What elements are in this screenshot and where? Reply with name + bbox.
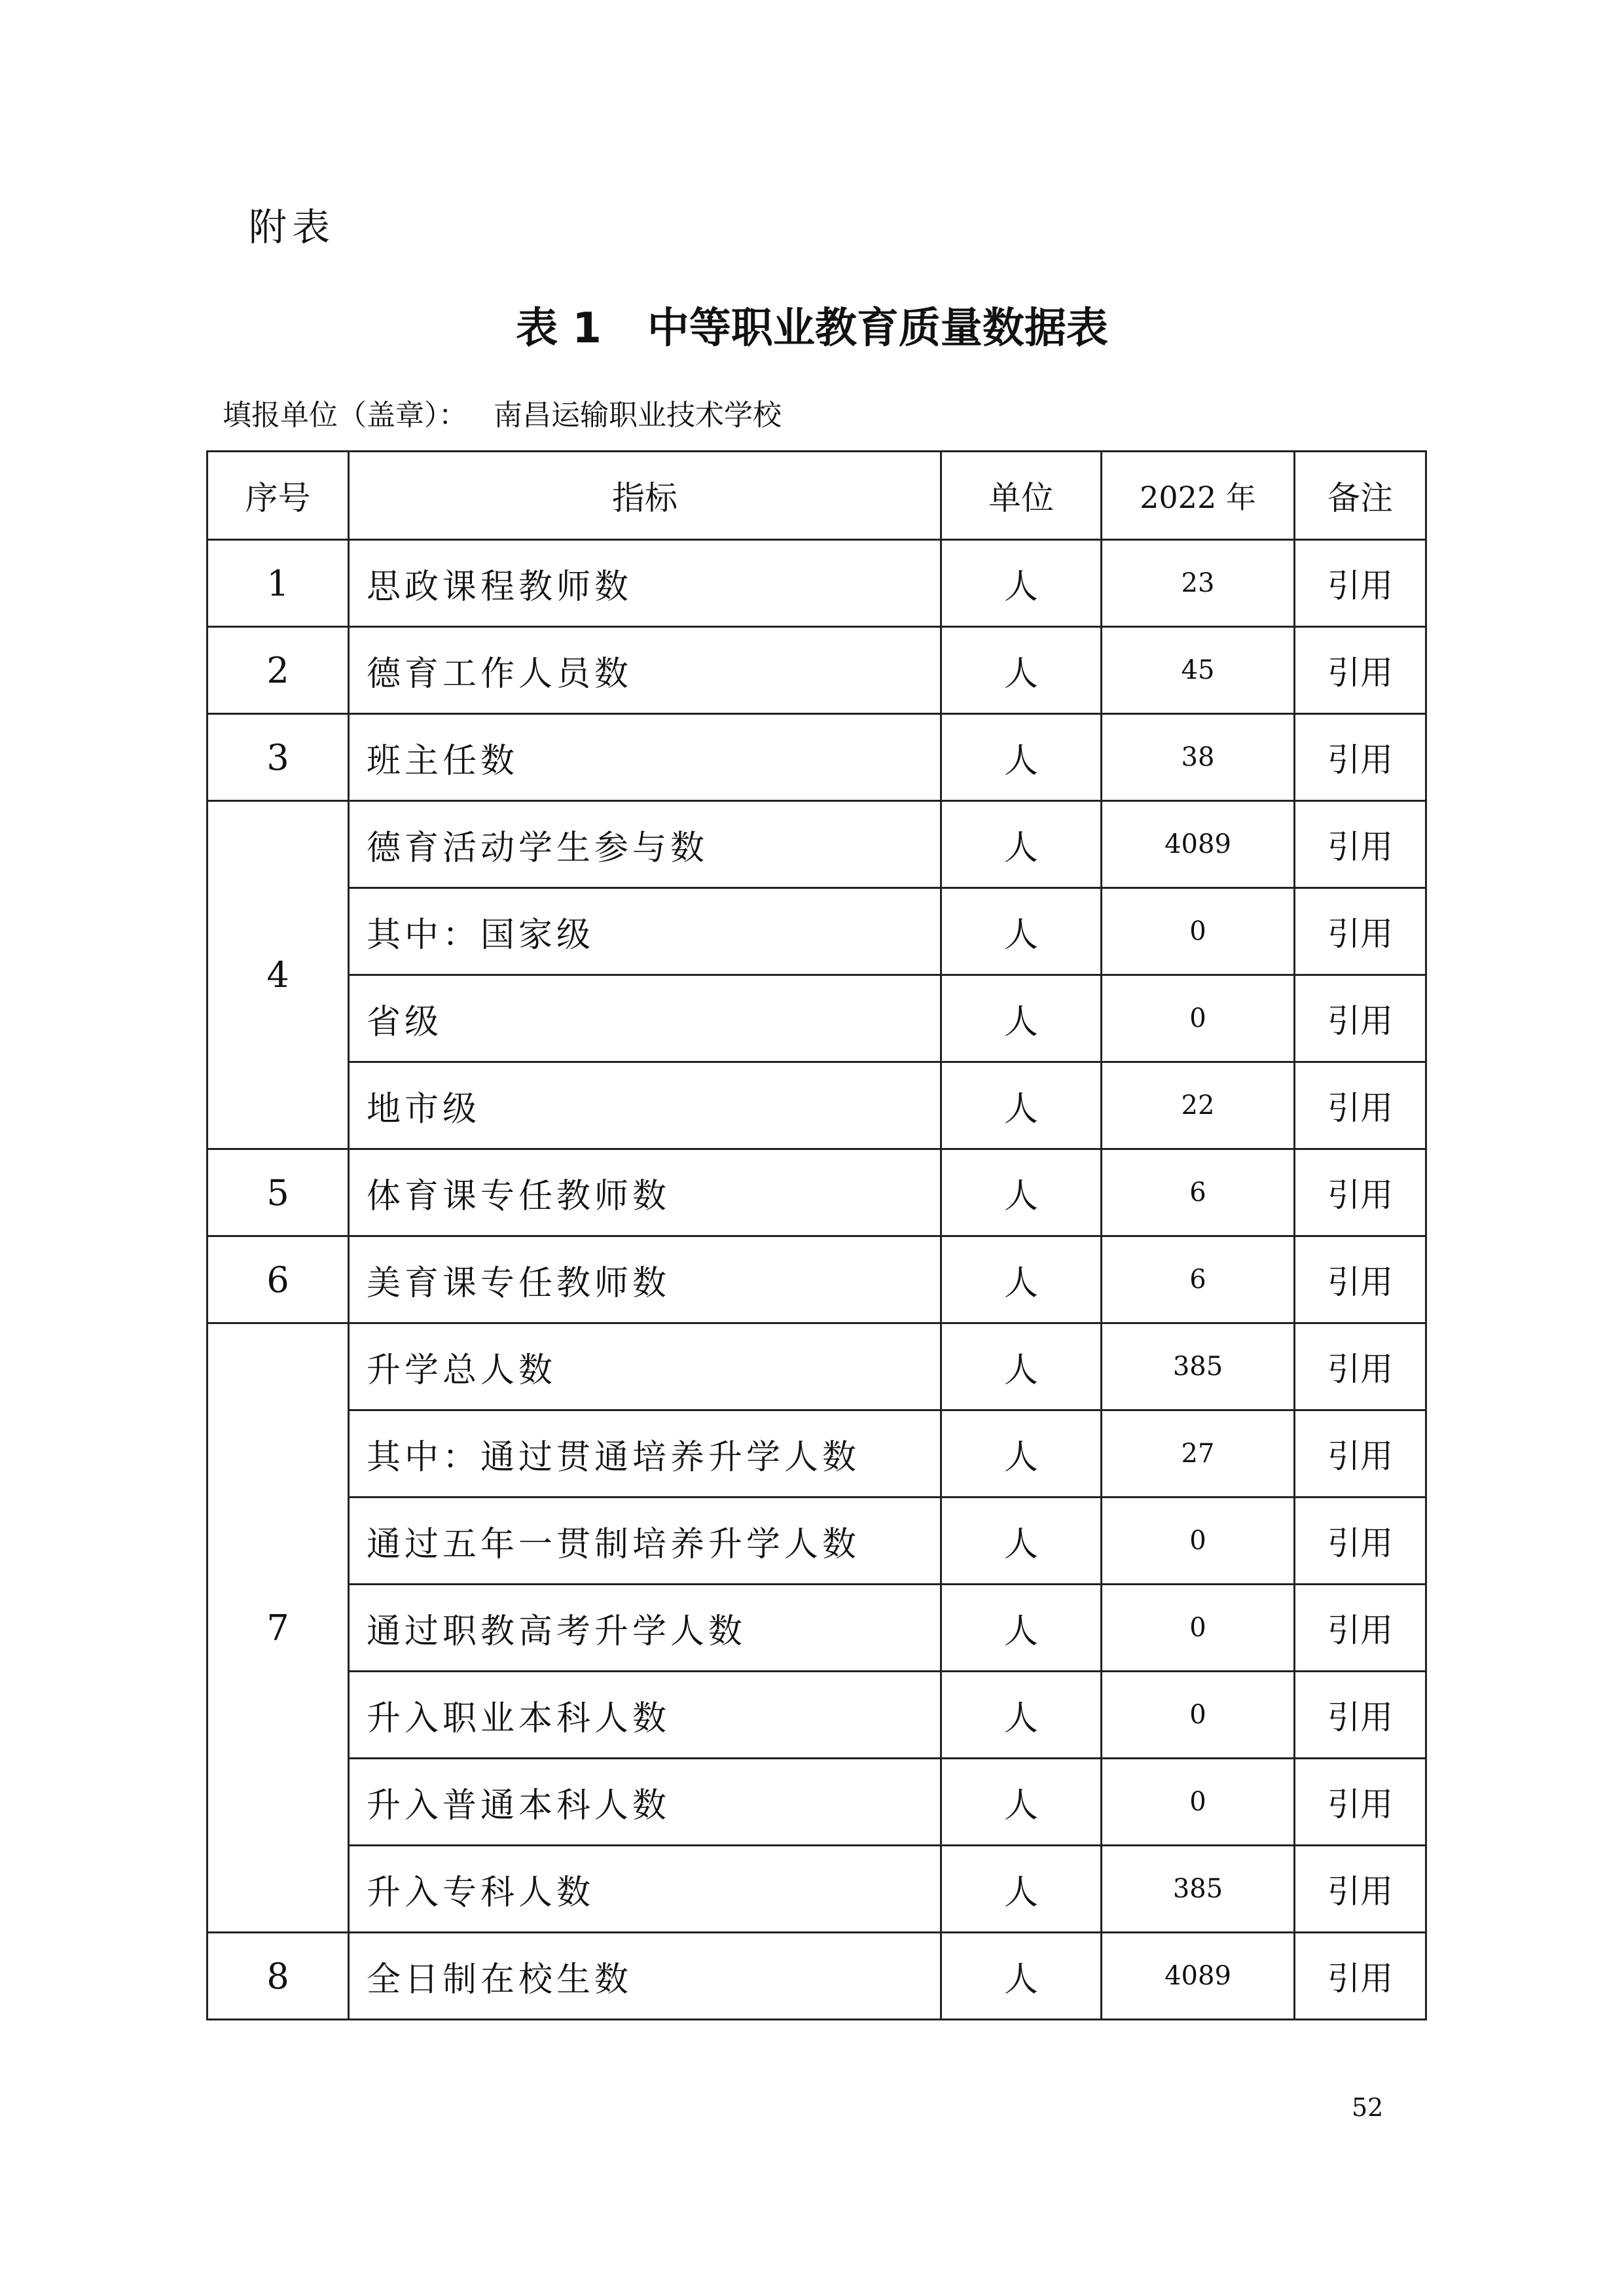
quality-data-table bbox=[206, 450, 1427, 2020]
row-indicator: 全日制在校生数 bbox=[349, 1933, 941, 2020]
table-row bbox=[208, 1149, 1426, 1236]
row-note: 引用 bbox=[1295, 540, 1426, 627]
row-unit: 人 bbox=[941, 1236, 1102, 1323]
table-row bbox=[208, 1672, 1426, 1759]
row-indicator: 通过职教高考升学人数 bbox=[349, 1585, 941, 1672]
row-note: 引用 bbox=[1295, 627, 1426, 714]
row-unit: 人 bbox=[941, 888, 1102, 975]
table-row bbox=[208, 801, 1426, 888]
table-number: 表 1 bbox=[516, 304, 602, 353]
table-row bbox=[208, 1585, 1426, 1672]
row-note: 引用 bbox=[1295, 1236, 1426, 1323]
row-unit: 人 bbox=[941, 540, 1102, 627]
row-note: 引用 bbox=[1295, 1323, 1426, 1410]
table-row bbox=[208, 627, 1426, 714]
row-note: 引用 bbox=[1295, 801, 1426, 888]
table-row bbox=[208, 1410, 1426, 1498]
table-row bbox=[208, 1933, 1426, 2020]
row-note: 引用 bbox=[1295, 714, 1426, 801]
table-row bbox=[208, 975, 1426, 1062]
table-row bbox=[208, 540, 1426, 627]
row-unit: 人 bbox=[941, 975, 1102, 1062]
row-indicator: 升入职业本科人数 bbox=[349, 1672, 941, 1759]
row-indicator: 省级 bbox=[349, 975, 941, 1062]
row-indicator: 升入普通本科人数 bbox=[349, 1759, 941, 1846]
row-unit: 人 bbox=[941, 1933, 1102, 2020]
table-row bbox=[208, 1759, 1426, 1846]
header-indicator: 指标 bbox=[349, 452, 941, 540]
row-unit: 人 bbox=[941, 1498, 1102, 1585]
row-value: 385 bbox=[1102, 1323, 1295, 1410]
row-indicator: 地市级 bbox=[349, 1062, 941, 1149]
row-unit: 人 bbox=[941, 1672, 1102, 1759]
table-row bbox=[208, 1062, 1426, 1149]
row-indicator: 其中：通过贯通培养升学人数 bbox=[349, 1410, 941, 1498]
row-indicator: 其中：国家级 bbox=[349, 888, 941, 975]
page-number: 52 bbox=[1352, 2093, 1384, 2122]
row-unit: 人 bbox=[941, 801, 1102, 888]
row-value: 6 bbox=[1102, 1149, 1295, 1236]
row-seq: 4 bbox=[208, 801, 349, 1149]
appendix-label: 附表 bbox=[249, 205, 336, 249]
row-seq: 1 bbox=[208, 540, 349, 627]
row-seq: 3 bbox=[208, 714, 349, 801]
row-value: 27 bbox=[1102, 1410, 1295, 1498]
row-unit: 人 bbox=[941, 714, 1102, 801]
row-value: 0 bbox=[1102, 1585, 1295, 1672]
row-value: 0 bbox=[1102, 1672, 1295, 1759]
row-value: 6 bbox=[1102, 1236, 1295, 1323]
row-value: 22 bbox=[1102, 1062, 1295, 1149]
row-value: 0 bbox=[1102, 888, 1295, 975]
row-note: 引用 bbox=[1295, 1410, 1426, 1498]
row-note: 引用 bbox=[1295, 975, 1426, 1062]
header-seq: 序号 bbox=[208, 452, 349, 540]
row-note: 引用 bbox=[1295, 888, 1426, 975]
row-note: 引用 bbox=[1295, 1149, 1426, 1236]
row-unit: 人 bbox=[941, 627, 1102, 714]
row-seq: 5 bbox=[208, 1149, 349, 1236]
row-indicator: 班主任数 bbox=[349, 714, 941, 801]
row-seq: 8 bbox=[208, 1933, 349, 2020]
row-note: 引用 bbox=[1295, 1933, 1426, 2020]
row-value: 0 bbox=[1102, 975, 1295, 1062]
row-value: 385 bbox=[1102, 1846, 1295, 1933]
row-indicator: 德育活动学生参与数 bbox=[349, 801, 941, 888]
table-row bbox=[208, 1498, 1426, 1585]
table-row bbox=[208, 1236, 1426, 1323]
row-unit: 人 bbox=[941, 1149, 1102, 1236]
table-header-row bbox=[208, 452, 1426, 540]
row-note: 引用 bbox=[1295, 1498, 1426, 1585]
table-row bbox=[208, 1323, 1426, 1410]
row-indicator: 体育课专任教师数 bbox=[349, 1149, 941, 1236]
table-row bbox=[208, 888, 1426, 975]
row-seq: 6 bbox=[208, 1236, 349, 1323]
row-unit: 人 bbox=[941, 1759, 1102, 1846]
row-value: 38 bbox=[1102, 714, 1295, 801]
row-seq: 2 bbox=[208, 627, 349, 714]
row-indicator: 升学总人数 bbox=[349, 1323, 941, 1410]
row-value: 4089 bbox=[1102, 1933, 1295, 2020]
row-note: 引用 bbox=[1295, 1062, 1426, 1149]
row-indicator: 升入专科人数 bbox=[349, 1846, 941, 1933]
header-note: 备注 bbox=[1295, 452, 1426, 540]
row-value: 4089 bbox=[1102, 801, 1295, 888]
row-indicator: 德育工作人员数 bbox=[349, 627, 941, 714]
row-note: 引用 bbox=[1295, 1759, 1426, 1846]
table-row bbox=[208, 714, 1426, 801]
filler-label: 填报单位（盖章）： bbox=[223, 399, 467, 432]
filler-line bbox=[223, 391, 782, 433]
row-indicator: 通过五年一贯制培养升学人数 bbox=[349, 1498, 941, 1585]
row-value: 0 bbox=[1102, 1498, 1295, 1585]
row-value: 0 bbox=[1102, 1759, 1295, 1846]
row-value: 23 bbox=[1102, 540, 1295, 627]
row-unit: 人 bbox=[941, 1585, 1102, 1672]
row-unit: 人 bbox=[941, 1846, 1102, 1933]
row-seq: 7 bbox=[208, 1323, 349, 1933]
row-note: 引用 bbox=[1295, 1585, 1426, 1672]
header-unit: 单位 bbox=[941, 452, 1102, 540]
document-title bbox=[0, 295, 1624, 355]
row-unit: 人 bbox=[941, 1323, 1102, 1410]
table-title-text: 中等职业教育质量数据表 bbox=[647, 304, 1108, 353]
header-year: 2022 年 bbox=[1102, 452, 1295, 540]
row-unit: 人 bbox=[941, 1410, 1102, 1498]
row-indicator: 美育课专任教师数 bbox=[349, 1236, 941, 1323]
row-note: 引用 bbox=[1295, 1672, 1426, 1759]
row-note: 引用 bbox=[1295, 1846, 1426, 1933]
row-value: 45 bbox=[1102, 627, 1295, 714]
row-indicator: 思政课程教师数 bbox=[349, 540, 941, 627]
row-unit: 人 bbox=[941, 1062, 1102, 1149]
filler-unit-name: 南昌运输职业技术学校 bbox=[494, 399, 782, 432]
table-row bbox=[208, 1846, 1426, 1933]
